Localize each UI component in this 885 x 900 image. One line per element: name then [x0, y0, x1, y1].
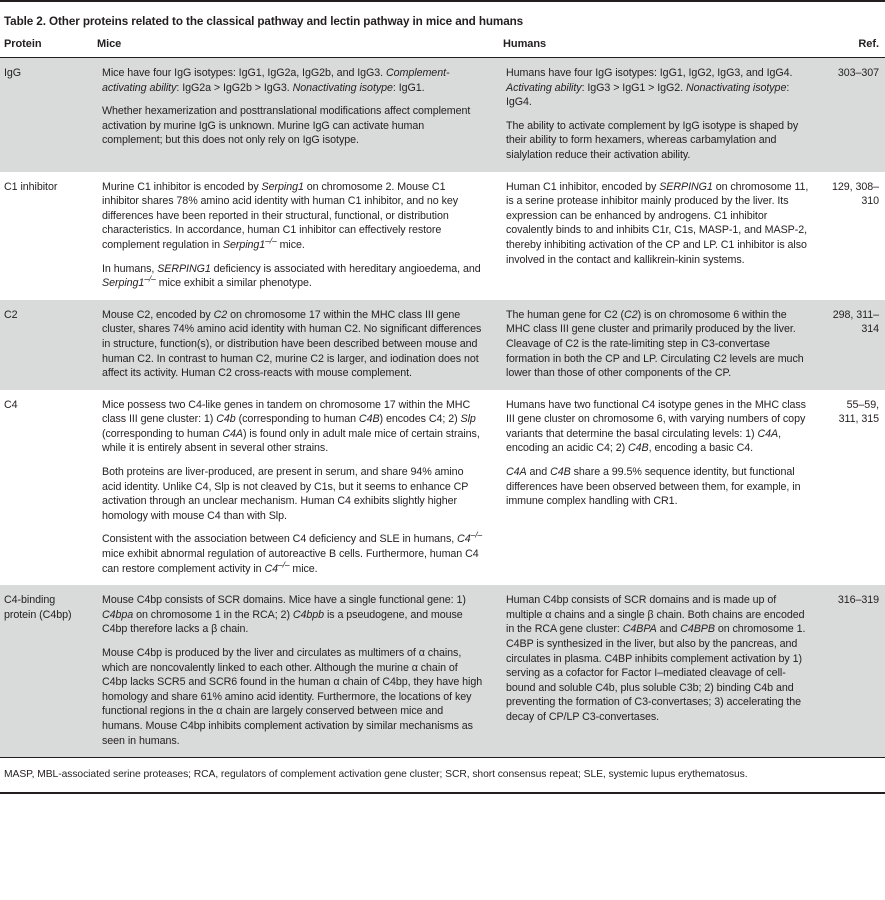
- cell-humans: [499, 390, 825, 586]
- paragraph: Mice possess two C4-like genes in tandem on chromosome 17 within the MHC class III gene cluster: 1) C4b (corresponding to human C4B) encodes C4; 2) Slp (corresponding to human C4A) is found only in adult male mice of certain strains, while it is entirely absent in several other strains.: [102, 398, 480, 455]
- cell-protein: C4: [0, 390, 93, 586]
- paragraph: Humans have four IgG isotypes: IgG1, IgG2, IgG3, and IgG4. Activating ability: IgG3 > IgG1 > IgG2. Nonactivating isotype: IgG4.: [506, 67, 793, 109]
- paragraph: Humans have two functional C4 isotype genes in the MHC class III gene cluster on chromosome 6, with varying numbers of copy variants that determine the basal circulating levels: 1) C4A, encoding an acidic C4; 2) C4B, encoding a basic C4.: [506, 398, 806, 455]
- table-row: [0, 58, 885, 172]
- table-header-row: [0, 38, 885, 58]
- paragraph: Human C4bp consists of SCR domains and is made up of multiple α chains and a single β chain. Both chains are encoded in the RCA gene cluster: C4BPA and C4BPB on chromosome 1. C4BP is synthesized in the liver, but also by the pancreas, and circulates in plasma. C4BP inhibits complement activation by 1) serving as a cofactor for Factor I–mediated cleavage of cell-bound and soluble C4b, plus soluble C3b; 2) binding C4b and preventing the formation of C3-convertases; 3) accelerating the decay of CP/LP C3-convertases.: [506, 594, 806, 723]
- cell-mice: [93, 390, 499, 586]
- cell-ref: 298, 311–314: [825, 300, 885, 390]
- paragraph: C4A and C4B share a 99.5% sequence identity, but functional differences have been observed between them, for example, in immune complex handling with CR1.: [506, 466, 801, 508]
- cell-ref: 316–319: [825, 585, 885, 757]
- paragraph: Mouse C2, encoded by C2 on chromosome 17 within the MHC class III gene cluster, shares 74% amino acid identity with human C2. No significant differences in structure, function(s), or distribution have been described between mouse and human C2. In contrast to human C2, murine C2 is larger, and iodination does not affect its activity. Human C2 cross-reacts with mouse complement.: [102, 308, 482, 380]
- paragraph: In humans, SERPING1 deficiency is associated with hereditary angioedema, and Serping1–/– mice exhibit a similar phenotype.: [102, 262, 481, 290]
- column-header-humans: Humans: [499, 38, 825, 58]
- cell-ref: 55–59, 311, 315: [825, 390, 885, 586]
- paragraph: Human C1 inhibitor, encoded by SERPING1 on chromosome 11, is a serine protease inhibitor mainly produced by the liver. Its expression can be enhanced by androgens. C1 inhibitor covalently binds to and inhibits C1r, C1s, MASP-1, and MASP-2, thereby inhibiting activation of the CP and LP. C1 inhibitor is also involved in the contact and kallikrein-kinin systems.: [506, 180, 809, 266]
- table-row: [0, 585, 885, 757]
- cell-protein: C2: [0, 300, 93, 390]
- paragraph: The ability to activate complement by IgG isotype is shaped by their ability to form hexamers, whereas carbamylation and sialylation reduce their activation ability.: [506, 119, 799, 161]
- cell-humans: [499, 172, 825, 300]
- cell-humans: [499, 300, 825, 390]
- column-header-mice: Mice: [93, 38, 499, 58]
- cell-ref: 129, 308–310: [825, 172, 885, 300]
- cell-protein: C4-binding protein (C4bp): [0, 585, 93, 757]
- table-footnote: MASP, MBL-associated serine proteases; RCA, regulators of complement activation gene cluster; SCR, short consensus repeat; SLE, systemic lupus erythematosus.: [0, 757, 885, 794]
- paragraph: Murine C1 inhibitor is encoded by Serping1 on chromosome 2. Mouse C1 inhibitor shares 78% amino acid identity with human C1 inhibitor, and no key differences have been reported in their structural, functional, or distribution characteristics. In accordance, human C1 inhibitor can effectively restore complement regulation in Serping1–/– mice.: [102, 180, 459, 251]
- table-header: [0, 38, 885, 58]
- paragraph: Mouse C4bp is produced by the liver and circulates as multimers of α chains, which are noncovalently linked to each other. Although the murine α chain of C4bp lacks SCR5 and SCR6 found in the human α chain of C4bp, they have high homology and share 61% amino acid identity. Furthermore, the locations of key functional regions in the α chain are largely conserved between mice and humans. Mouse C4bp inhibits complement activation by similar mechanisms as seen in humans.: [102, 647, 483, 747]
- table-row: [0, 172, 885, 300]
- cell-mice: [93, 300, 499, 390]
- column-header-protein: Protein: [0, 38, 93, 58]
- cell-protein: IgG: [0, 58, 93, 172]
- cell-mice: [93, 585, 499, 757]
- paragraph: Whether hexamerization and posttranslational modifications affect complement activation by murine IgG is unknown. Murine IgG can activate human complement; but this does not only rely on IgG isotype.: [102, 105, 471, 147]
- data-table: [0, 38, 885, 757]
- table-title: Table 2. Other proteins related to the classical pathway and lectin pathway in mice and humans: [0, 0, 885, 38]
- cell-humans: [499, 585, 825, 757]
- table-row: [0, 300, 885, 390]
- paragraph: The human gene for C2 (C2) is on chromosome 6 within the MHC class III gene cluster and primarily produced by the liver. Cleavage of C2 is the rate-limiting step in C3-convertase formation in both the CP and LP. Circulating C2 levels are much lower than those of other components of the CP.: [506, 308, 804, 380]
- table-body: [0, 58, 885, 758]
- paragraph: Mice have four IgG isotypes: IgG1, IgG2a, IgG2b, and IgG3. Complement-activating ability: IgG2a > IgG2b > IgG3. Nonactivating isotype: IgG1.: [102, 67, 450, 94]
- column-header-ref: Ref.: [825, 38, 885, 58]
- paragraph: Both proteins are liver-produced, are present in serum, and share 94% amino acid identity. Unlike C4, Slp is not cleaved by C1s, but it seems to enhance CP activation through an unclear mechanism. Human C4 exhibits slightly higher homology with mouse C4 than with Slp.: [102, 466, 469, 522]
- paragraph: Mouse C4bp consists of SCR domains. Mice have a single functional gene: 1) C4bpa on chromosome 1 in the RCA; 2) C4bpb is a pseudogene, and mouse C4bp therefore lacks a β chain.: [102, 594, 466, 636]
- cell-protein: C1 inhibitor: [0, 172, 93, 300]
- cell-ref: 303–307: [825, 58, 885, 172]
- table-row: [0, 390, 885, 586]
- cell-mice: [93, 172, 499, 300]
- cell-humans: [499, 58, 825, 172]
- cell-mice: [93, 58, 499, 172]
- paragraph: Consistent with the association between C4 deficiency and SLE in humans, C4–/– mice exhibit abnormal regulation of autoreactive B cells. Furthermore, human C4 can restore complement activity in C4–/– mice.: [102, 529, 483, 575]
